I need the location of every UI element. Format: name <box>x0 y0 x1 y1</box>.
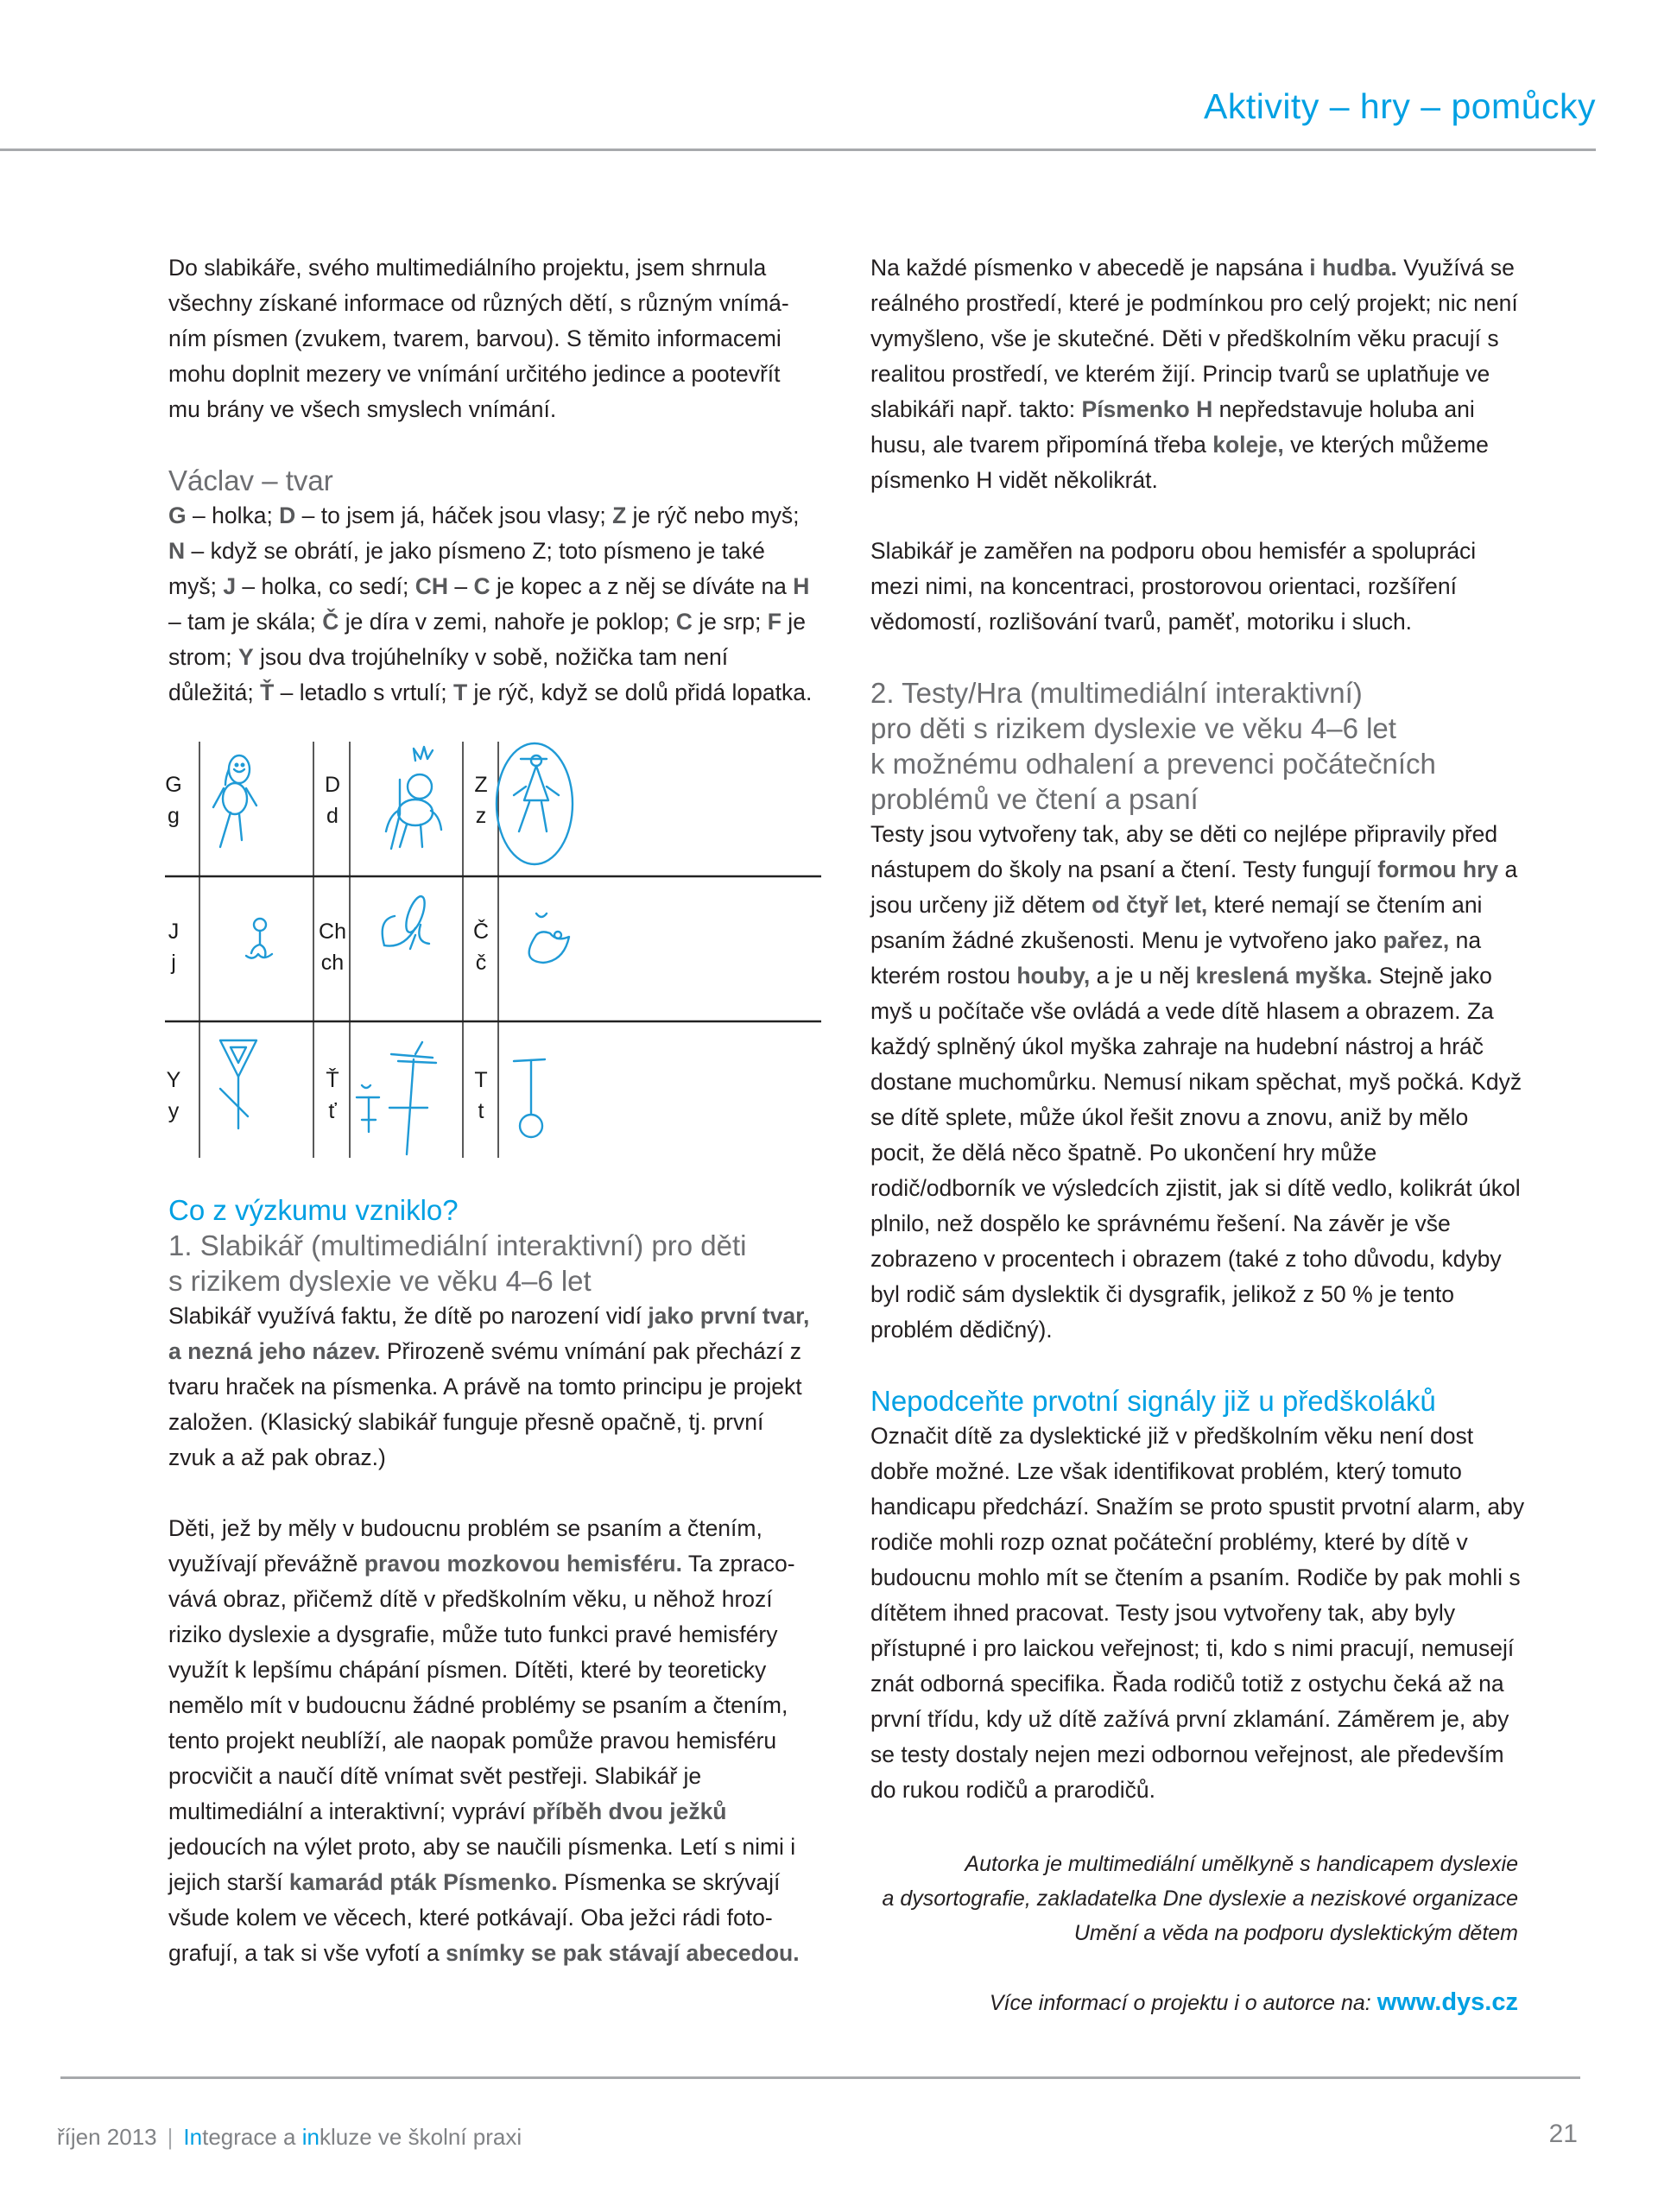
bold-phrase: snímky se pak stávají abecedou. <box>446 1940 800 1966</box>
text-run: je rýč nebo myš; <box>626 502 800 528</box>
more-info-label: Více informací o projektu i o autorce na: <box>989 1991 1371 2015</box>
text-run: Slabikář využívá faktu, že dítě po narození vidí <box>168 1303 649 1329</box>
bold-phrase: pařez, <box>1383 927 1450 953</box>
bold-phrase: Y <box>237 644 254 670</box>
cell-label-t-caron: Ť ť <box>326 1068 339 1123</box>
footer-separator: | <box>167 2124 174 2150</box>
intro-paragraph: Do slabikáře, svého multimediálního projektu, jsem shrnula všechny získané informace od různých dětí, s různým vnímáním písmen (zvukem, tvarem, barvou). S těmito informacemi mohu doplnit mezery ve vnímání určitého jedince a pootevřít mu brány ve všech smyslech vnímání. <box>168 255 789 422</box>
hemispheres-paragraph: Slabikář je zaměřen na podporu obou hemisfér a spolupráci mezi nimi, na koncentraci, prostorovou orientaci, rozšíření vědomostí, rozlišování tvarů, paměť, motoriku i sluch. <box>870 538 1477 635</box>
text-run: je rýč, když se dolů přidá lopatka. <box>467 679 813 705</box>
text-run: ve kterých můžeme písmenko H vidět několikrát. <box>870 432 1489 493</box>
right-column <box>870 250 1527 2021</box>
girl-figure-drawing <box>213 755 256 847</box>
text-run: jedoucích na výlet proto, aby se naučili písmenka. Letí s nimi i jejich starší <box>168 1834 796 1895</box>
text-run: jsou dva trojúhelníky v sobě, nožička tam není důležitá; <box>168 644 729 705</box>
vaclav-paragraph <box>168 498 816 711</box>
slabikar-paragraph-2 <box>168 1511 816 1971</box>
bold-phrase: Ť <box>260 679 275 705</box>
footer-publication <box>57 2124 522 2151</box>
cell-label-c-caron: Č č <box>472 920 490 975</box>
section-title: Aktivity – hry – pomůcky <box>1203 86 1596 126</box>
text-run: kluze ve školní praxi <box>320 2124 522 2150</box>
cell-label-t: T t <box>474 1068 488 1123</box>
text-run: – letadlo s vrtulí; <box>274 679 453 705</box>
text-run: Děti, jež by měly v budoucnu problém se psaním a čtením, využívají převážně <box>168 1515 763 1577</box>
text-run: je díra v zemi, nahoře je poklop; <box>339 609 676 635</box>
bold-phrase: pravou mozkovou hemisféru. <box>364 1551 682 1577</box>
text-run: Stejně jako myš u počítače vše ovládá a vede dítě hlasem a obrazem. Za každý splněný úkol myška zahraje na hudební nástroj a hráč dostane muchomůrku. Nemusí nikam spěchat, myš počká. Když se dítě splete, může úkol řešit znovu a znovu, aniž by mělo pocit, že dělá něco špatně. Po ukončení hry může rodič/odborník ve výsledcích zjistit, jak si dítě vedlo, kolikrát úkol plnilo, než dospělo ke správnému řešení. Na závěr je vše zobrazeno v procentech i obrazem (také z toho důvodu, kdyby byl rodič sám dyslektik či dysgrafik, jelikož z 50 % je tento problém dědičný). <box>870 963 1522 1343</box>
cell-label-ch: Ch ch <box>319 920 346 975</box>
cell-label-z: Z z <box>474 773 488 828</box>
highlight-letters: in <box>301 2124 320 2150</box>
header-divider <box>0 149 1596 151</box>
cell-label-d: D d <box>324 773 341 828</box>
text-run: – holka; <box>186 502 280 528</box>
page-number: 21 <box>1548 2120 1578 2148</box>
credit-line: Umění a věda na podporu dyslektickým dětem <box>1073 1921 1518 1945</box>
text-run: Na každé písmenko v abecedě je napsána <box>870 255 1310 281</box>
tests-heading-line: problémů ve čtení a psaní <box>870 783 1199 815</box>
bold-phrase: G <box>168 502 187 528</box>
bold-phrase: T <box>452 679 468 705</box>
bold-phrase: koleje, <box>1212 432 1284 458</box>
text-run: – tam je skála; <box>168 609 323 635</box>
tests-heading <box>870 675 1527 817</box>
two-triangles-drawing <box>220 1040 256 1128</box>
text-run: na kterém rostou <box>870 927 1482 989</box>
bold-phrase: CH <box>414 573 449 599</box>
self-portrait-figure-drawing <box>386 747 441 849</box>
sitting-girl-drawing <box>246 919 272 958</box>
bold-phrase: Z <box>612 502 627 528</box>
bold-phrase: jako první tvar, a nezná jeho název. <box>168 1303 810 1364</box>
hill-and-rock-drawing <box>383 894 429 949</box>
bold-phrase: kamarád pták Písmenko. <box>288 1869 558 1895</box>
footer-divider <box>60 2076 1580 2079</box>
slabikar-heading-line2: s rizikem dyslexie ve věku 4–6 let <box>168 1265 592 1297</box>
text-run: – to jsem já, háček jsou vlasy; <box>295 502 613 528</box>
slabikar-heading-line1: 1. Slabikář (multimediální interaktivní) pro děti <box>168 1229 747 1261</box>
bold-phrase: Č <box>322 609 339 635</box>
text-run: – holka, co sedí; <box>236 573 415 599</box>
bold-phrase: Písmenko H <box>1081 396 1213 422</box>
cell-label-j: J j <box>168 920 180 975</box>
text-run: nepředstavuje holuba ani husu, ale tvarem připomíná třeba <box>870 396 1475 458</box>
bold-phrase: od čtyř let, <box>1092 892 1208 918</box>
bold-phrase: kreslená myška. <box>1195 963 1373 989</box>
bold-phrase: D <box>279 502 296 528</box>
tests-heading-line: pro děti s rizikem dyslexie ve věku 4–6 let <box>870 712 1396 744</box>
credit-line: a dysortografie, zakladatelka Dne dyslexie a neziskové organizace <box>882 1887 1518 1911</box>
tests-heading-line: k možnému odhalení a prevenci počátečních <box>870 748 1436 780</box>
hole-with-lid-drawing <box>529 913 569 963</box>
text-run: Testy jsou vytvořeny tak, aby se děti co nejlépe připravily před nástupem do školy na psaní a čtení. Testy fungují <box>870 821 1498 882</box>
signals-heading: Nepodceňte prvotní signály již u předškoláků <box>870 1385 1436 1417</box>
airplane-propeller-drawing <box>357 1042 436 1154</box>
left-column <box>165 250 816 2007</box>
text-run: tegrace a <box>202 2124 302 2150</box>
research-heading: Co z výzkumu vzniklo? <box>168 1194 459 1226</box>
letter-drawings-figure <box>165 735 821 1166</box>
text-run: Přirozeně svému vnímání pak přechází z tvaru hraček na písmenka. A právě na tomto principu je projekt založen. (Klasický slabikář funguje přesně opačně, tj. první zvuk a až pak obraz.) <box>168 1338 802 1470</box>
credit-line: Autorka je multimediální umělkyně s handicapem dyslexie <box>965 1852 1518 1876</box>
bold-phrase: J <box>223 573 237 599</box>
text-run: a jsou určeny již dětem <box>870 856 1518 918</box>
bold-phrase: N <box>168 538 186 564</box>
music-paragraph <box>870 250 1527 498</box>
tests-heading-line: 2. Testy/Hra (multimediální interaktivní) <box>870 677 1363 709</box>
text-run: je srp; <box>692 609 768 635</box>
website-link[interactable]: www.dys.cz <box>1376 1988 1518 2016</box>
tests-paragraph <box>870 817 1527 1348</box>
bold-phrase: C <box>675 609 693 635</box>
cell-label-g: G g <box>165 773 182 828</box>
vaclav-heading: Václav – tvar <box>168 465 333 496</box>
text-run: Využívá se reálného prostředí, které je podmínkou pro celý projekt; nic není vymyšleno, vše je skutečné. Děti v předškolním věku pracují s realitou prostředí, ve kterém žijí. Princip tvarů se uplatňuje ve slabikáři např. takto: <box>870 255 1518 422</box>
author-credit <box>870 1847 1527 1950</box>
text-run: je strom; <box>168 609 806 670</box>
bold-phrase: houby, <box>1016 963 1091 989</box>
bold-phrase: příběh dvou ježků <box>532 1798 727 1824</box>
slabikar-paragraph-1 <box>168 1299 816 1476</box>
bold-phrase: H <box>793 573 810 599</box>
mouse-in-circle-drawing <box>497 743 573 864</box>
publication-title <box>183 2124 522 2150</box>
text-run: – <box>448 573 474 599</box>
text-run: Písmenka se skrývají všude kolem ve věcech, které potkávají. Oba ježci rádi fotografují, a tak si vše vyfotí a <box>168 1869 781 1966</box>
issue-date: říjen 2013 <box>57 2124 157 2150</box>
spade-drawing <box>514 1059 545 1137</box>
bold-phrase: F <box>767 609 782 635</box>
text-run: které nemají se čtením ani psaním žádné zkušenosti. Menu je vytvořeno jako <box>870 892 1483 953</box>
highlight-letters: In <box>183 2124 203 2150</box>
bold-phrase: formou hry <box>1377 856 1499 882</box>
text-run: – když se obrátí, je jako písmeno Z; toto písmeno je také myš; <box>168 538 765 599</box>
more-info <box>870 1985 1527 2021</box>
text-run: a je u něj <box>1090 963 1196 989</box>
signals-paragraph: Označit dítě za dyslektické již v předškolním věku není dost dobře možné. Lze však identifikovat problém, který tomuto handicapu předchází. Snažím se proto spustit prvotní alarm, aby rodiče mohli rozp oznat počáteční problémy, které by dítě v budoucnu mohlo mít se čtením a psaním. Rodiče by pak mohli s dítětem ihned pracovat. Testy jsou vytvořeny tak, aby byly přístupné i pro laickou veřejnost; ti, kdo s nimi pracují, nemusejí znát odborná specifika. Řada rodičů totiž z ostychu čeká až na první třídu, kdy už dítě zažívá první zklamání. Záměrem je, aby se testy dostaly nejen mezi odbornou veřejnost, ale především do rukou rodičů a prarodičů. <box>870 1423 1525 1803</box>
bold-phrase: C <box>473 573 490 599</box>
bold-phrase: i hudba. <box>1309 255 1397 281</box>
text-run: je kopec a z něj se díváte na <box>490 573 794 599</box>
cell-label-y: Y y <box>166 1068 181 1123</box>
text-run: Ta zpracovává obraz, přičemž dítě v předškolním věku, u něhož hrozí riziko dyslexie a dysgrafie, může tuto funkci pravé hemisféry využít k lepšímu chápání písmen. Dítěti, které by teoreticky nemělo mít v budoucnu žádné problémy se psaním a čtením, tento projekt neublíží, ale naopak pomůže pravou hemisféru procvičit a naučí dítě vnímat svět pestřeji. Slabikář je multimediální a interaktivní; vypráví <box>168 1551 795 1824</box>
